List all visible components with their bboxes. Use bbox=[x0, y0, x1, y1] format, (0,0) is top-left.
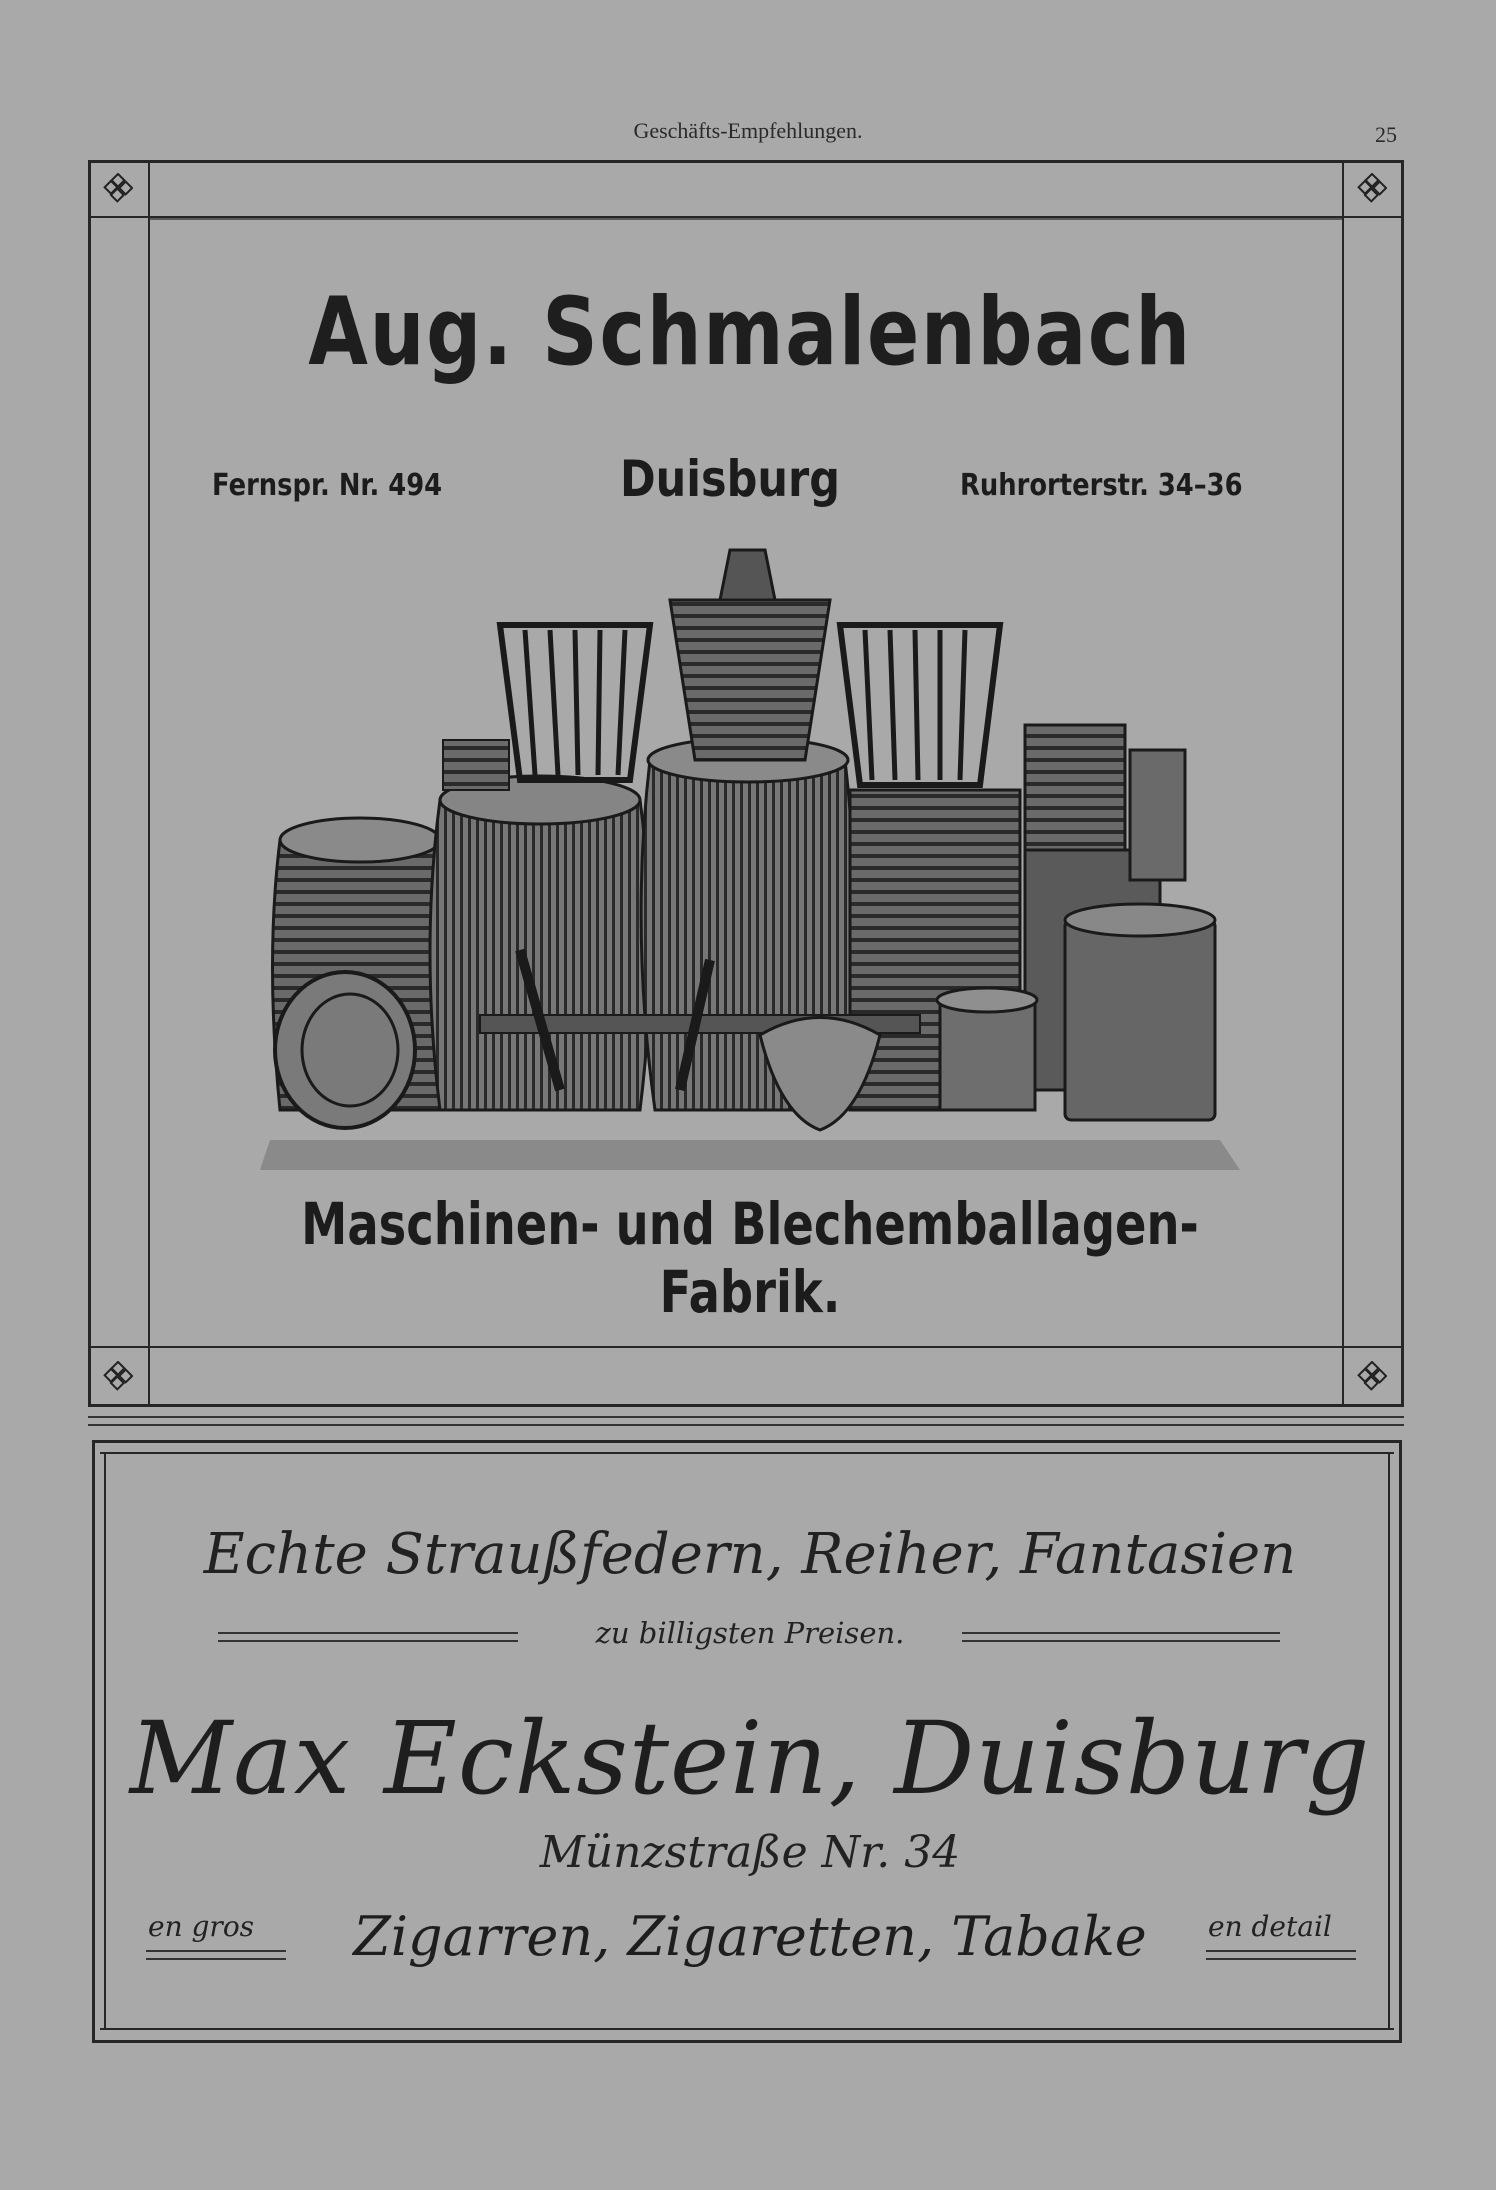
company-name: Aug. Schmalenbach bbox=[308, 278, 1192, 387]
merchant-name: Max Eckstein, Duisburg bbox=[129, 1700, 1371, 1817]
quatrefoil-ornament-icon bbox=[98, 168, 138, 208]
wholesale-label: en gros bbox=[148, 1910, 255, 1943]
barrels-illustration bbox=[260, 530, 1240, 1170]
label-underline bbox=[1206, 1950, 1356, 1960]
price-note: zu billigsten Preisen. bbox=[595, 1616, 905, 1650]
label-underline bbox=[146, 1950, 286, 1960]
retail-label: en detail bbox=[1208, 1910, 1332, 1943]
merchant-address: Münzstraße Nr. 34 bbox=[539, 1827, 961, 1878]
page-number: 25 bbox=[1375, 122, 1397, 147]
street-address: Ruhrorterstr. 34–36 bbox=[960, 468, 1243, 503]
quatrefoil-ornament-icon bbox=[1352, 1356, 1392, 1396]
quatrefoil-ornament-icon bbox=[98, 1356, 138, 1396]
city-name: Duisburg bbox=[619, 450, 841, 508]
goods-line: Zigarren, Zigaretten, Tabake bbox=[353, 1905, 1147, 1968]
quatrefoil-ornament-icon bbox=[1352, 168, 1392, 208]
running-header: Geschäfts-Empfehlungen. bbox=[633, 118, 863, 143]
phone-number: Fernspr. Nr. 494 bbox=[212, 468, 443, 503]
company-slogan: Maschinen- und Blechemballagen-Fabrik. bbox=[301, 1190, 1199, 1326]
feathers-heading: Echte Straußfedern, Reiher, Fantasien bbox=[203, 1522, 1297, 1587]
